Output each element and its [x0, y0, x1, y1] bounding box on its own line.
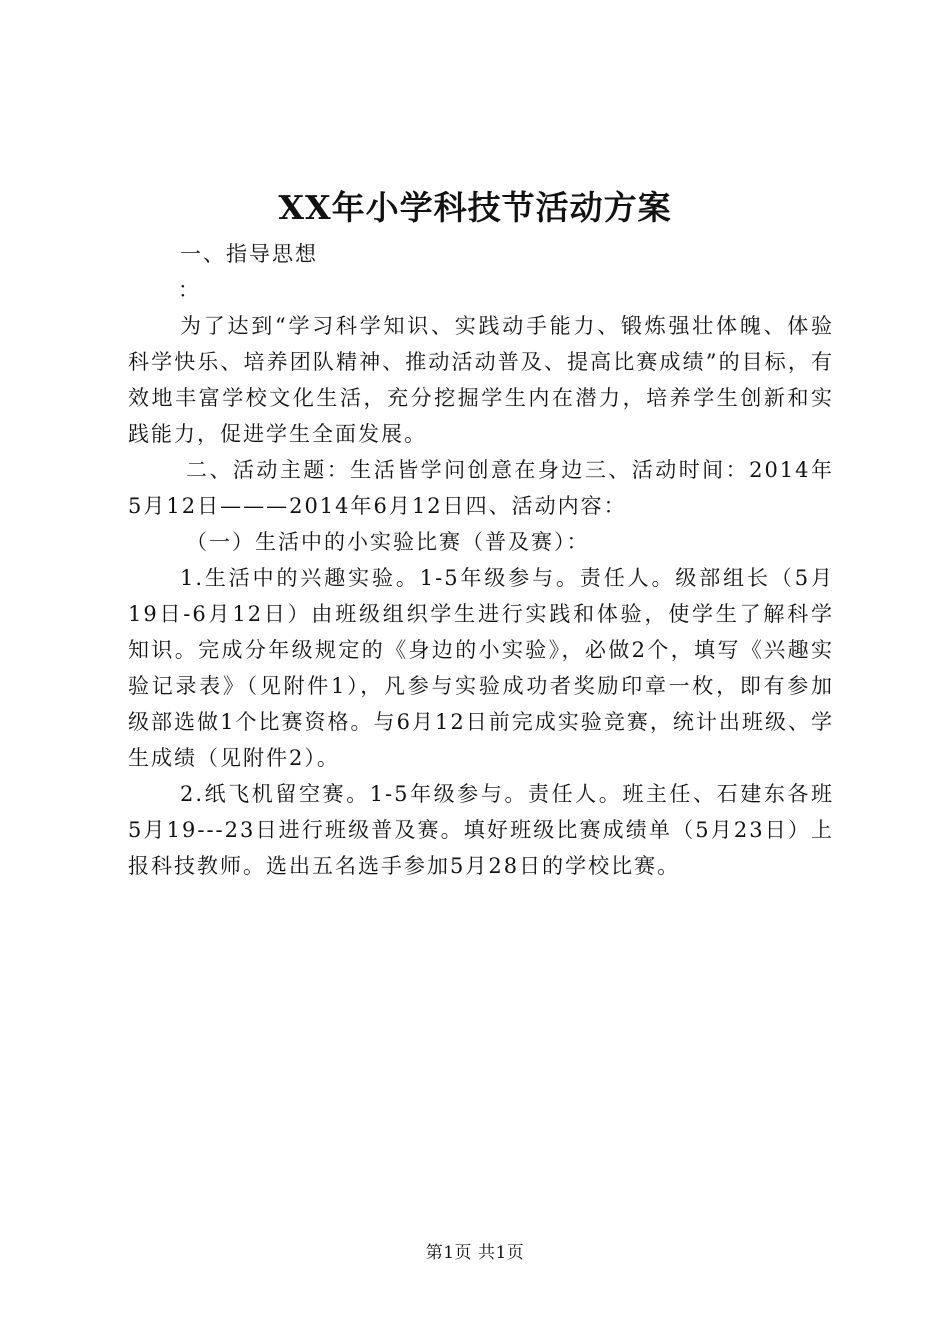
- document-title: XX年小学科技节活动方案: [278, 188, 672, 227]
- paragraph-paper-plane-contest: 2.纸飞机留空赛。1-5年级参与。责任人。班主任、石建东各班5月19---23日进行班级普及赛。填好班级比赛成绩单（5月23日）上报科技教师。选出五名选手参加5月28日的学校比赛。: [128, 782, 834, 878]
- section-heading-colon: ：: [178, 278, 201, 302]
- page-footer: 第1页 共1页: [425, 1243, 525, 1263]
- section-heading-guiding-ideology: 一、指导思想: [180, 242, 318, 266]
- paragraph-goals: 为了达到“学习科学知识、实践动手能力、锻炼强壮体魄、体验科学快乐、培养团队精神、推动活动普及、提高比赛成绩”的目标，有效地丰富学校文化生活，充分挖掘学生内在潜力，培养学生创新和实践能力，促进学生全面发展。: [128, 314, 834, 446]
- paragraph-subsection-experiment-contest: （一）生活中的小实验比赛（普及赛）：: [186, 530, 590, 554]
- paragraph-theme-time-content: 二、活动主题：生活皆学问创意在身边三、活动时间：2014年5月12日———2014年6月12日四、活动内容：: [128, 458, 834, 518]
- paragraph-interest-experiment: 1.生活中的兴趣实验。1-5年级参与。责任人。级部组长（5月19日-6月12日）由班级组织学生进行实践和体验，使学生了解科学知识。完成分年级规定的《身边的小实验》，必做2个，填写《兴趣实验记录表》（见附件1），凡参与实验成功者奖励印章一枚，即有参加级部选做1个比赛资格。与6月12日前完成实验竞赛，统计出班级、学生成绩（见附件2）。: [128, 566, 834, 770]
- document-body: [128, 236, 834, 884]
